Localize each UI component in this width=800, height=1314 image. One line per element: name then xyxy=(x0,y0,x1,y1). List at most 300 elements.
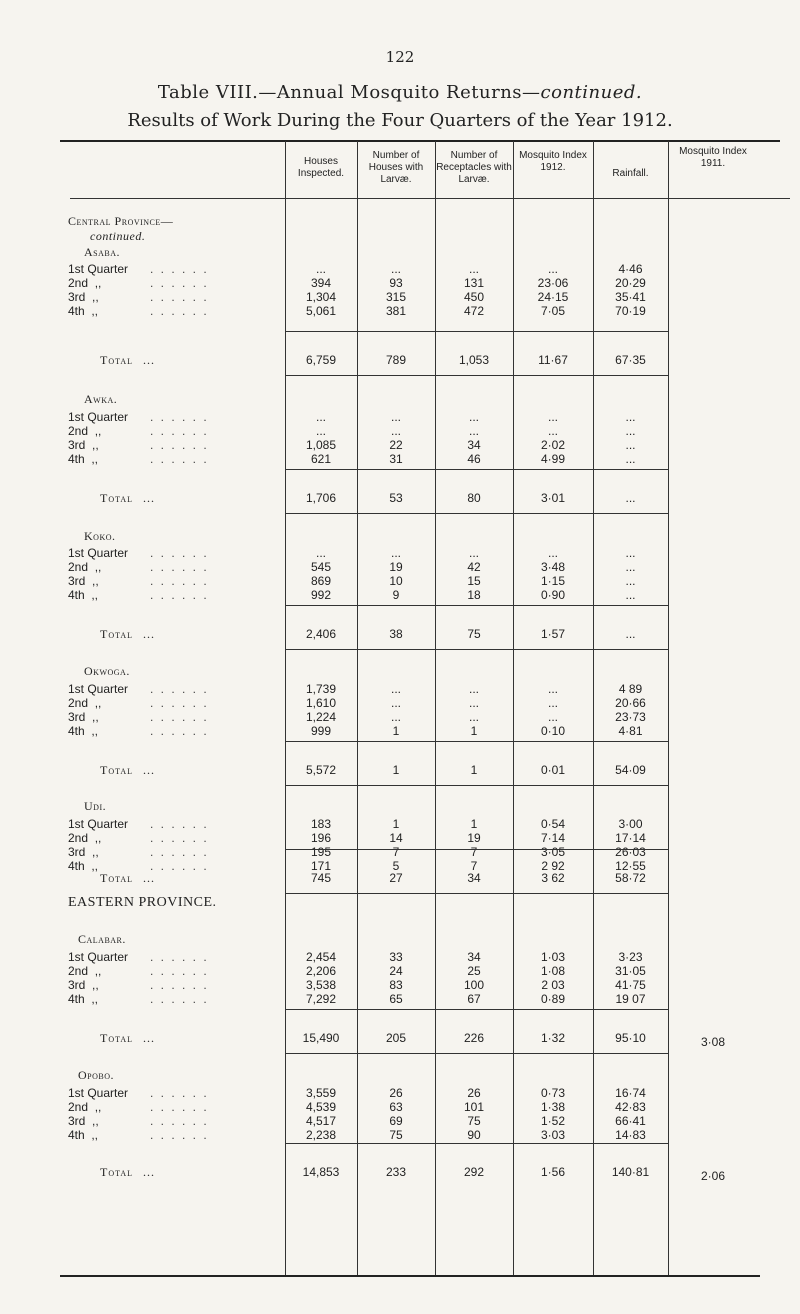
total-houses-with-larvae: 38 xyxy=(389,627,403,641)
top-rule xyxy=(60,140,780,142)
quarter-label: 3rd ,, xyxy=(68,290,99,304)
cell-receptacles-with-larvae: 42 xyxy=(467,560,481,574)
table-row xyxy=(0,588,800,604)
cell-rainfall: 23·73 xyxy=(615,710,646,724)
cell-houses-with-larvae: 9 xyxy=(392,588,400,602)
cell-houses-inspected: 869 xyxy=(310,574,332,588)
total-houses-inspected: 6,759 xyxy=(305,353,337,367)
cell-rainfall: 20·66 xyxy=(615,696,646,710)
quarter-label: 4th ,, xyxy=(68,992,99,1006)
cell-houses-with-larvae: ... xyxy=(390,262,401,276)
cell-mosquito-index-1912: ... xyxy=(547,424,558,438)
total-rainfall: 58·72 xyxy=(615,871,646,885)
total-label-dots: ... xyxy=(143,1031,156,1045)
cell-rainfall: ... xyxy=(625,452,636,466)
cell-houses-inspected: 3,538 xyxy=(305,978,337,992)
total-receptacles-with-larvae: 1 xyxy=(470,763,478,777)
section-heading: Udi. xyxy=(84,799,107,813)
cell-mosquito-index-1912: 0·73 xyxy=(540,1086,566,1100)
cell-mosquito-index-1912: 2 92 xyxy=(541,859,565,873)
cell-mosquito-index-1912: 1·52 xyxy=(540,1114,566,1128)
section-heading: Asaba. xyxy=(84,245,121,259)
cell-receptacles-with-larvae: 1 xyxy=(470,817,478,831)
cell-rainfall: 12·55 xyxy=(615,859,646,873)
cell-rainfall: 4·81 xyxy=(618,724,643,738)
section-rule xyxy=(285,375,668,376)
total-mosquito-index-1912: 1·56 xyxy=(540,1165,566,1179)
cell-houses-inspected: 1,610 xyxy=(305,696,337,710)
quarter-label: 3rd ,, xyxy=(68,1114,99,1128)
leader-dots: . . . . . . xyxy=(150,682,209,696)
cell-receptacles-with-larvae: ... xyxy=(468,682,479,696)
quarter-label: 2nd ,, xyxy=(68,424,102,438)
leader-dots: . . . . . . xyxy=(150,724,209,738)
quarter-label: 4th ,, xyxy=(68,1128,99,1142)
table-title-continued: —continued. xyxy=(522,82,643,103)
leader-dots: . . . . . . xyxy=(150,710,209,724)
cell-receptacles-with-larvae: ... xyxy=(468,410,479,424)
cell-houses-inspected: 7,292 xyxy=(305,992,337,1006)
cell-houses-inspected: 1,304 xyxy=(305,290,337,304)
leader-dots: . . . . . . xyxy=(150,438,209,452)
total-label-text: Total xyxy=(100,353,134,367)
total-row xyxy=(0,1031,800,1047)
total-rainfall: ... xyxy=(625,627,636,641)
cell-rainfall: ... xyxy=(625,438,636,452)
quarter-label: 3rd ,, xyxy=(68,978,99,992)
quarter-label: 2nd ,, xyxy=(68,276,102,290)
leader-dots: . . . . . . xyxy=(150,546,209,560)
section-heading: Okwoga. xyxy=(84,664,130,678)
total-receptacles-with-larvae: 292 xyxy=(463,1165,485,1179)
leader-dots: . . . . . . xyxy=(150,560,209,574)
cell-receptacles-with-larvae: 15 xyxy=(467,574,481,588)
cell-receptacles-with-larvae: 34 xyxy=(467,438,481,452)
total-mosquito-index-1911: 2·06 xyxy=(700,1169,726,1183)
leader-dots: . . . . . . xyxy=(150,574,209,588)
cell-mosquito-index-1912: 0·89 xyxy=(540,992,566,1006)
cell-receptacles-with-larvae: ... xyxy=(468,424,479,438)
total-rule xyxy=(285,1009,668,1010)
cell-houses-inspected: 4,517 xyxy=(305,1114,337,1128)
cell-mosquito-index-1912: 7·14 xyxy=(540,831,566,845)
page-number: 122 xyxy=(385,48,415,66)
table-row xyxy=(0,992,800,1008)
leader-dots: . . . . . . xyxy=(150,831,209,845)
cell-rainfall: 20·29 xyxy=(615,276,646,290)
table-row xyxy=(0,724,800,740)
leader-dots: . . . . . . xyxy=(150,859,209,873)
total-label-dots: ... xyxy=(143,353,156,367)
cell-mosquito-index-1912: ... xyxy=(547,710,558,724)
quarter-label: 3rd ,, xyxy=(68,710,99,724)
cell-houses-with-larvae: 26 xyxy=(389,1086,403,1100)
cell-mosquito-index-1912: 0·90 xyxy=(540,588,566,602)
total-label-dots: ... xyxy=(143,871,156,885)
quarter-label: 2nd ,, xyxy=(68,964,102,978)
total-mosquito-index-1911: 3·08 xyxy=(700,1035,726,1049)
leader-dots: . . . . . . xyxy=(150,1100,209,1114)
cell-houses-with-larvae: 10 xyxy=(389,574,403,588)
quarter-label: 1st Quarter xyxy=(68,682,129,696)
cell-houses-with-larvae: 83 xyxy=(389,978,403,992)
cell-houses-inspected: 992 xyxy=(310,588,332,602)
cell-rainfall: 17·14 xyxy=(615,831,646,845)
quarter-label: 4th ,, xyxy=(68,859,99,873)
cell-houses-with-larvae: ... xyxy=(390,424,401,438)
total-rule xyxy=(285,331,668,332)
header-rainfall: Rainfall. xyxy=(612,168,649,179)
total-label-text: Total xyxy=(100,627,134,641)
cell-receptacles-with-larvae: 7 xyxy=(470,845,478,859)
quarter-label: 4th ,, xyxy=(68,452,99,466)
cell-houses-inspected: 2,206 xyxy=(305,964,337,978)
cell-rainfall: 70·19 xyxy=(615,304,646,318)
cell-houses-inspected: 1,085 xyxy=(305,438,337,452)
quarter-label: 4th ,, xyxy=(68,724,99,738)
leader-dots: . . . . . . xyxy=(150,1114,209,1128)
cell-houses-inspected: 999 xyxy=(310,724,332,738)
cell-houses-with-larvae: ... xyxy=(390,682,401,696)
cell-rainfall: ... xyxy=(625,574,636,588)
total-houses-inspected: 14,853 xyxy=(302,1165,340,1179)
total-label-text: Total xyxy=(100,491,134,505)
cell-receptacles-with-larvae: 26 xyxy=(467,1086,481,1100)
cell-receptacles-with-larvae: 450 xyxy=(463,290,485,304)
total-rule xyxy=(285,1143,668,1144)
cell-receptacles-with-larvae: 67 xyxy=(467,992,481,1006)
header-receptacles-with-larvae: Number of Receptacles with Larvæ. xyxy=(436,150,512,185)
total-receptacles-with-larvae: 80 xyxy=(467,491,481,505)
total-houses-inspected: 5,572 xyxy=(305,763,337,777)
total-rainfall: 140·81 xyxy=(611,1165,650,1179)
section-rule xyxy=(285,513,668,514)
cell-houses-inspected: ... xyxy=(315,546,326,560)
cell-houses-with-larvae: 75 xyxy=(389,1128,403,1142)
section-rule xyxy=(285,785,668,786)
cell-houses-with-larvae: ... xyxy=(390,410,401,424)
cell-receptacles-with-larvae: 19 xyxy=(467,831,481,845)
cell-houses-inspected: 2,454 xyxy=(305,950,337,964)
cell-mosquito-index-1912: ... xyxy=(547,696,558,710)
central-province-continued: continued. xyxy=(90,229,146,243)
cell-receptacles-with-larvae: ... xyxy=(468,696,479,710)
cell-mosquito-index-1912: ... xyxy=(547,262,558,276)
cell-rainfall: 26·03 xyxy=(615,845,646,859)
cell-houses-with-larvae: 31 xyxy=(389,452,403,466)
total-houses-inspected: 15,490 xyxy=(302,1031,340,1045)
cell-houses-with-larvae: 7 xyxy=(392,845,400,859)
cell-rainfall: 41·75 xyxy=(615,978,646,992)
quarter-label: 3rd ,, xyxy=(68,574,99,588)
cell-receptacles-with-larvae: 101 xyxy=(463,1100,485,1114)
cell-houses-inspected: ... xyxy=(315,262,326,276)
cell-rainfall: 16·74 xyxy=(615,1086,646,1100)
table-title-main: Table VIII.—Annual Mosquito Returns xyxy=(157,82,523,103)
quarter-label: 2nd ,, xyxy=(68,560,102,574)
cell-mosquito-index-1912: 0·10 xyxy=(540,724,566,738)
total-receptacles-with-larvae: 226 xyxy=(463,1031,485,1045)
total-mosquito-index-1912: 0·01 xyxy=(540,763,566,777)
cell-houses-with-larvae: 19 xyxy=(389,560,403,574)
cell-houses-inspected: 171 xyxy=(310,859,332,873)
cell-mosquito-index-1912: 2 03 xyxy=(541,978,565,992)
total-label xyxy=(100,763,155,778)
cell-rainfall: 4·46 xyxy=(618,262,643,276)
table-row xyxy=(0,1128,800,1144)
cell-receptacles-with-larvae: 100 xyxy=(463,978,485,992)
total-row xyxy=(0,763,800,779)
cell-receptacles-with-larvae: ... xyxy=(468,546,479,560)
total-rule xyxy=(285,605,668,606)
header-mosquito-index-1911: Mosquito Index 1911. xyxy=(679,146,747,169)
total-rule xyxy=(285,469,668,470)
quarter-label: 2nd ,, xyxy=(68,696,102,710)
leader-dots: . . . . . . xyxy=(150,1128,209,1142)
total-rainfall: 95·10 xyxy=(615,1031,646,1045)
total-label-dots: ... xyxy=(143,763,156,777)
total-rule xyxy=(285,849,668,850)
cell-houses-inspected: 1,224 xyxy=(305,710,337,724)
cell-receptacles-with-larvae: 472 xyxy=(463,304,485,318)
leader-dots: . . . . . . xyxy=(150,410,209,424)
total-label xyxy=(100,1031,155,1046)
total-rule xyxy=(285,741,668,742)
leader-dots: . . . . . . xyxy=(150,262,209,276)
total-label-text: Total xyxy=(100,763,134,777)
leader-dots: . . . . . . xyxy=(150,817,209,831)
cell-rainfall: 4 89 xyxy=(618,682,643,696)
cell-rainfall: 3·23 xyxy=(618,950,643,964)
cell-houses-inspected: 4,539 xyxy=(305,1100,337,1114)
total-houses-with-larvae: 789 xyxy=(385,353,407,367)
cell-houses-inspected: 5,061 xyxy=(305,304,337,318)
cell-mosquito-index-1912: ... xyxy=(547,682,558,696)
cell-houses-inspected: 3,559 xyxy=(305,1086,337,1100)
cell-houses-with-larvae: ... xyxy=(390,710,401,724)
header-houses-with-larvae: Number of Houses with Larvæ. xyxy=(368,150,424,185)
quarter-label: 2nd ,, xyxy=(68,1100,102,1114)
total-receptacles-with-larvae: 75 xyxy=(467,627,481,641)
total-rainfall: ... xyxy=(625,491,636,505)
cell-houses-with-larvae: 1 xyxy=(392,817,400,831)
total-mosquito-index-1912: 3·01 xyxy=(540,491,566,505)
section-rule xyxy=(285,1053,668,1054)
quarter-label: 1st Quarter xyxy=(68,817,129,831)
cell-rainfall: 19 07 xyxy=(615,992,646,1006)
quarter-label: 1st Quarter xyxy=(68,950,129,964)
quarter-label: 1st Quarter xyxy=(68,410,129,424)
cell-mosquito-index-1912: 3·05 xyxy=(540,845,566,859)
quarter-label: 1st Quarter xyxy=(68,546,129,560)
cell-mosquito-index-1912: 1·38 xyxy=(540,1100,566,1114)
bottom-rule xyxy=(60,1275,760,1277)
total-row xyxy=(0,353,800,369)
total-rainfall: 67·35 xyxy=(615,353,646,367)
cell-rainfall: 31·05 xyxy=(615,964,646,978)
total-label-dots: ... xyxy=(143,1165,156,1179)
header-rule xyxy=(70,198,790,199)
leader-dots: . . . . . . xyxy=(150,978,209,992)
header-houses-inspected: Houses Inspected. xyxy=(297,156,345,179)
total-row xyxy=(0,627,800,643)
cell-rainfall: ... xyxy=(625,560,636,574)
cell-houses-with-larvae: 1 xyxy=(392,724,400,738)
table-title xyxy=(0,82,800,103)
cell-mosquito-index-1912: 23·06 xyxy=(537,276,569,290)
total-mosquito-index-1912: 1·32 xyxy=(540,1031,566,1045)
leader-dots: . . . . . . xyxy=(150,696,209,710)
cell-mosquito-index-1912: ... xyxy=(547,546,558,560)
header-mosquito-index-1912: Mosquito Index 1912. xyxy=(519,150,587,173)
cell-rainfall: 66·41 xyxy=(615,1114,646,1128)
total-houses-inspected: 1,706 xyxy=(305,491,337,505)
leader-dots: . . . . . . xyxy=(150,304,209,318)
cell-houses-with-larvae: 315 xyxy=(385,290,407,304)
total-row xyxy=(0,871,800,887)
total-houses-with-larvae: 53 xyxy=(389,491,403,505)
total-houses-with-larvae: 233 xyxy=(385,1165,407,1179)
quarter-label: 2nd ,, xyxy=(68,831,102,845)
quarter-label: 3rd ,, xyxy=(68,438,99,452)
total-row xyxy=(0,491,800,507)
quarter-label: 1st Quarter xyxy=(68,1086,129,1100)
cell-houses-inspected: 1,739 xyxy=(305,682,337,696)
cell-houses-with-larvae: 5 xyxy=(392,859,400,873)
cell-houses-inspected: 394 xyxy=(310,276,332,290)
cell-rainfall: 35·41 xyxy=(615,290,646,304)
cell-receptacles-with-larvae: 131 xyxy=(463,276,485,290)
cell-houses-inspected: 2,238 xyxy=(305,1128,337,1142)
section-heading: Koko. xyxy=(84,529,116,543)
cell-houses-with-larvae: ... xyxy=(390,546,401,560)
cell-houses-inspected: 183 xyxy=(310,817,332,831)
cell-rainfall: 14·83 xyxy=(615,1128,646,1142)
total-label-text: Total xyxy=(100,1165,134,1179)
total-mosquito-index-1912: 11·67 xyxy=(538,353,568,367)
quarter-label: 4th ,, xyxy=(68,304,99,318)
total-label xyxy=(100,353,155,368)
cell-houses-with-larvae: ... xyxy=(390,696,401,710)
quarter-label: 1st Quarter xyxy=(68,262,129,276)
section-heading: Opobo. xyxy=(78,1068,115,1082)
section-rule xyxy=(285,893,668,894)
cell-receptacles-with-larvae: 18 xyxy=(467,588,481,602)
cell-rainfall: 42·83 xyxy=(615,1100,646,1114)
cell-receptacles-with-larvae: 1 xyxy=(470,724,478,738)
total-receptacles-with-larvae: 1,053 xyxy=(458,353,490,367)
cell-receptacles-with-larvae: 34 xyxy=(467,950,481,964)
leader-dots: . . . . . . xyxy=(150,588,209,602)
table-subtitle: Results of Work During the Four Quarters of the Year 1912. xyxy=(127,110,673,131)
total-mosquito-index-1912: 3 62 xyxy=(541,871,565,885)
cell-mosquito-index-1912: 1·15 xyxy=(540,574,566,588)
total-label xyxy=(100,871,155,886)
cell-houses-with-larvae: 93 xyxy=(389,276,403,290)
cell-receptacles-with-larvae: 46 xyxy=(467,452,481,466)
cell-houses-inspected: 195 xyxy=(310,845,332,859)
cell-houses-inspected: ... xyxy=(315,410,326,424)
total-label xyxy=(100,627,155,642)
total-label-text: Total xyxy=(100,871,134,885)
cell-rainfall: ... xyxy=(625,410,636,424)
leader-dots: . . . . . . xyxy=(150,964,209,978)
cell-houses-inspected: 621 xyxy=(310,452,332,466)
cell-mosquito-index-1912: 7·05 xyxy=(540,304,566,318)
table-row xyxy=(0,452,800,468)
cell-rainfall: ... xyxy=(625,588,636,602)
total-label-dots: ... xyxy=(143,491,156,505)
total-label-text: Total xyxy=(100,1031,134,1045)
cell-houses-with-larvae: 69 xyxy=(389,1114,403,1128)
cell-houses-with-larvae: 22 xyxy=(389,438,403,452)
cell-houses-inspected: 545 xyxy=(310,560,332,574)
leader-dots: . . . . . . xyxy=(150,276,209,290)
total-houses-inspected: 745 xyxy=(310,871,332,885)
cell-houses-with-larvae: 14 xyxy=(389,831,403,845)
leader-dots: . . . . . . xyxy=(150,424,209,438)
section-heading: Awka. xyxy=(84,392,118,406)
total-label xyxy=(100,491,155,506)
central-province-heading: Central Province— xyxy=(68,214,174,228)
cell-mosquito-index-1912: 1·03 xyxy=(540,950,566,964)
cell-receptacles-with-larvae: ... xyxy=(468,262,479,276)
total-houses-with-larvae: 1 xyxy=(392,763,400,777)
leader-dots: . . . . . . xyxy=(150,845,209,859)
total-houses-with-larvae: 27 xyxy=(389,871,403,885)
cell-receptacles-with-larvae: 90 xyxy=(467,1128,481,1142)
total-mosquito-index-1912: 1·57 xyxy=(540,627,566,641)
cell-mosquito-index-1912: 3·03 xyxy=(540,1128,566,1142)
quarter-label: 4th ,, xyxy=(68,588,99,602)
cell-mosquito-index-1912: ... xyxy=(547,410,558,424)
total-rainfall: 54·09 xyxy=(615,763,646,777)
leader-dots: . . . . . . xyxy=(150,290,209,304)
cell-rainfall: 3·00 xyxy=(618,817,643,831)
leader-dots: . . . . . . xyxy=(150,992,209,1006)
cell-houses-inspected: ... xyxy=(315,424,326,438)
cell-houses-with-larvae: 24 xyxy=(389,964,403,978)
leader-dots: . . . . . . xyxy=(150,452,209,466)
total-label xyxy=(100,1165,155,1180)
cell-receptacles-with-larvae: 7 xyxy=(470,859,478,873)
cell-receptacles-with-larvae: ... xyxy=(468,710,479,724)
cell-mosquito-index-1912: 3·48 xyxy=(540,560,566,574)
table-row xyxy=(0,304,800,320)
total-receptacles-with-larvae: 34 xyxy=(467,871,481,885)
cell-rainfall: ... xyxy=(625,546,636,560)
cell-rainfall: ... xyxy=(625,424,636,438)
cell-houses-with-larvae: 381 xyxy=(385,304,407,318)
cell-mosquito-index-1912: 0·54 xyxy=(540,817,566,831)
cell-mosquito-index-1912: 24·15 xyxy=(537,290,569,304)
total-label-dots: ... xyxy=(143,627,156,641)
eastern-province-heading: EASTERN PROVINCE. xyxy=(68,895,217,910)
total-houses-inspected: 2,406 xyxy=(305,627,337,641)
total-row xyxy=(0,1165,800,1181)
total-houses-with-larvae: 205 xyxy=(385,1031,407,1045)
cell-houses-with-larvae: 63 xyxy=(389,1100,403,1114)
leader-dots: . . . . . . xyxy=(150,1086,209,1100)
cell-houses-with-larvae: 65 xyxy=(389,992,403,1006)
cell-receptacles-with-larvae: 25 xyxy=(467,964,481,978)
quarter-label: 3rd ,, xyxy=(68,845,99,859)
leader-dots: . . . . . . xyxy=(150,950,209,964)
cell-mosquito-index-1912: 1·08 xyxy=(540,964,566,978)
cell-houses-with-larvae: 33 xyxy=(389,950,403,964)
cell-mosquito-index-1912: 4·99 xyxy=(540,452,566,466)
section-rule xyxy=(285,649,668,650)
